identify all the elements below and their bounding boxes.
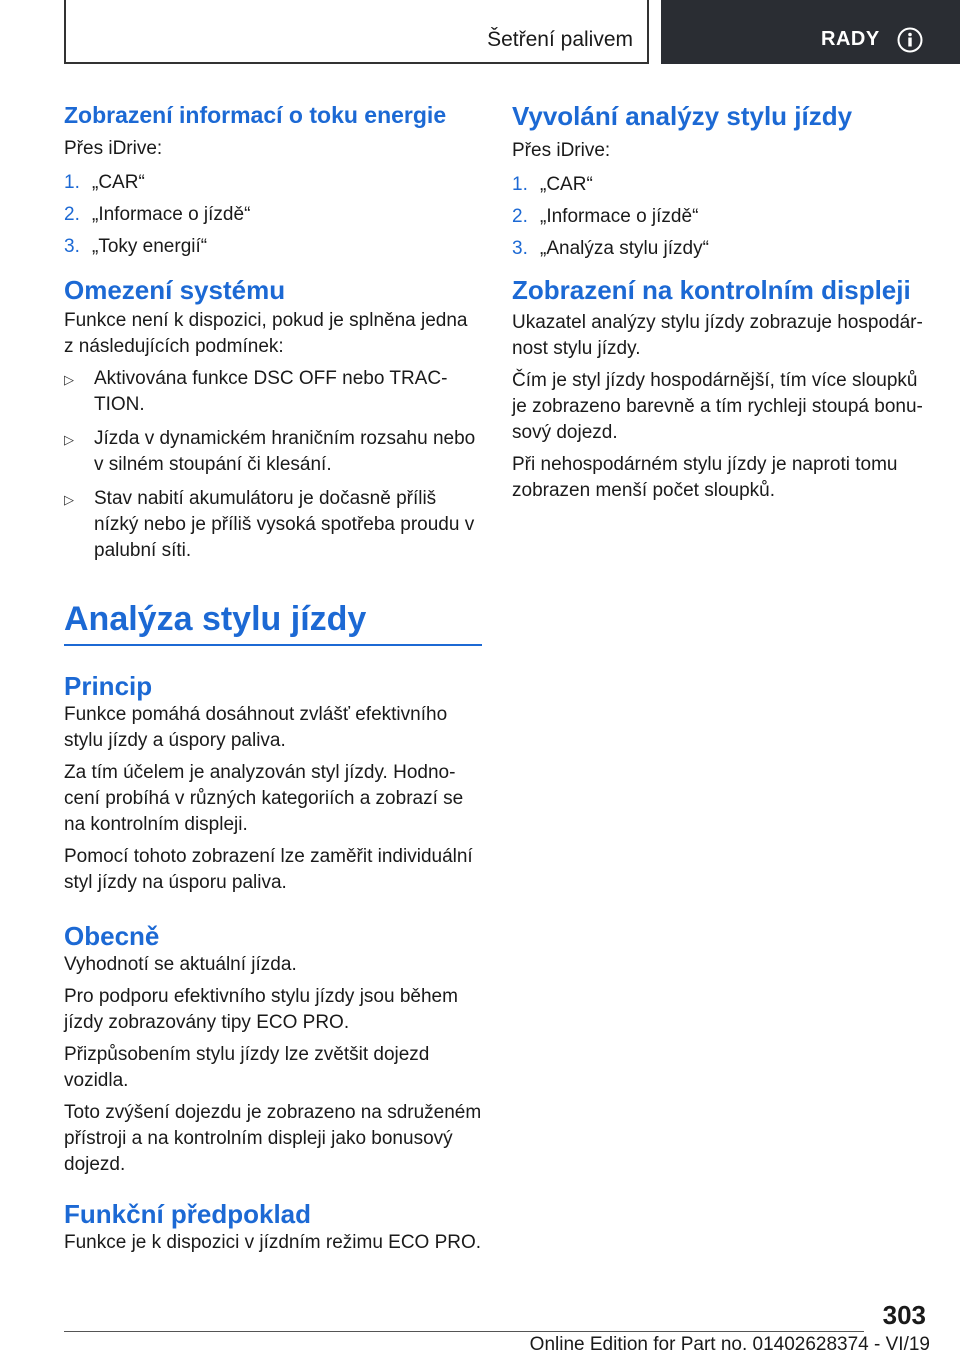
footer-divider [64, 1331, 864, 1332]
step-text: „CAR“ [92, 172, 145, 193]
general-paragraph: Přizpůsobením stylu jízdy lze zvětšit dojezd vozidla. [64, 1044, 430, 1091]
header-brand-tab[interactable] [661, 0, 960, 64]
energy-flow-steps [64, 170, 482, 260]
list-item [64, 486, 482, 564]
list-item [64, 366, 482, 418]
step-text: „Informace o jízdě“ [540, 206, 699, 227]
chapter-title: Analýza stylu jízdy [64, 600, 367, 638]
call-analysis-heading: Vyvolání analýzy stylu jízdy [512, 101, 853, 131]
call-analysis-intro: Přes iDrive: [512, 140, 611, 161]
list-item [64, 202, 482, 228]
limits-heading: Omezení systému [64, 275, 286, 305]
list-item [64, 170, 482, 196]
header-section-title: Šetření palivem [487, 28, 633, 51]
limits-bullets [64, 366, 482, 564]
bullet-text: Jízda v dynamickém hraničním rozsahu nebo v silném stoupání či klesání. [94, 428, 476, 475]
info-circle-icon[interactable] [897, 27, 923, 53]
principle-paragraph: Funkce pomáhá dosáhnout zvlášť efektivního stylu jízdy a úspory paliva. [64, 704, 448, 751]
energy-flow-heading: Zobrazení informací o toku energie [64, 102, 447, 128]
step-number: 2. [64, 204, 80, 225]
triangle-bullet-icon: ▷ [64, 372, 74, 387]
list-item [512, 204, 924, 230]
list-item [64, 234, 482, 260]
step-text: „Analýza stylu jízdy“ [540, 238, 709, 259]
step-text: „Toky energií“ [92, 236, 208, 257]
step-text: „CAR“ [540, 174, 593, 195]
step-text: „Informace o jízdě“ [92, 204, 251, 225]
display-paragraph: Při nehospodárném stylu jízdy je naproti tomu zobrazen menší počet sloupků. [512, 454, 898, 501]
header-brand-label: RADY [821, 28, 880, 50]
prerequisite-heading: Funkční předpoklad [64, 1199, 312, 1229]
step-number: 2. [512, 206, 528, 227]
bullet-text: Aktivována funkce DSC OFF nebo TRACTION. [94, 368, 448, 415]
page-number: 303 [882, 1300, 926, 1330]
general-heading: Obecně [64, 921, 160, 951]
principle-paragraph: Pomocí tohoto zobrazení lze zaměřit individuální styl jízdy na úsporu paliva. [64, 846, 473, 893]
step-number: 3. [64, 236, 80, 257]
list-item [512, 236, 924, 262]
general-paragraph: Pro podporu efektivního stylu jízdy jsou během jízdy zobrazovány tipy ECO PRO. [64, 986, 458, 1033]
display-heading: Zobrazení na kontrolním displeji [512, 275, 911, 305]
step-number: 1. [64, 172, 80, 193]
prerequisite-paragraph: Funkce je k dispozici v jízdním režimu ECO PRO. [64, 1232, 482, 1253]
energy-flow-intro: Přes iDrive: [64, 138, 163, 159]
bullet-text: Stav nabití akumulátoru je dočasně příliš nízký nebo je příliš vysoká spotřeba proudu v palubní síti. [94, 488, 475, 561]
left-column [64, 100, 482, 1262]
general-paragraph: Vyhodnotí se aktuální jízda. [64, 954, 297, 975]
principle-heading: Princip [64, 671, 153, 701]
limits-intro: Funkce není k dispozici, pokud je splněna jedna z následujících podmínek: [64, 310, 468, 357]
principle-paragraph: Za tím účelem je analyzován styl jízdy. Hodnocení probíhá v různých kategoriích a zobrazí se na kontrolním displeji. [64, 762, 464, 835]
list-item [64, 426, 482, 478]
list-item [512, 172, 924, 198]
step-number: 3. [512, 238, 528, 259]
header-section-tab [64, 0, 649, 64]
chapter-divider [64, 644, 482, 646]
call-analysis-steps [512, 172, 924, 262]
display-paragraph: Čím je styl jízdy hospodárnější, tím více sloupků je zobrazeno barevně a tím rychleji stoupá bonusový dojezd. [512, 370, 923, 443]
right-column [512, 100, 924, 510]
general-paragraph: Toto zvýšení dojezdu je zobrazeno na sdruženém přístroji a na kontrolním displeji jako bonusový dojezd. [64, 1102, 482, 1175]
footer-edition: Online Edition for Part no. 01402628374 - VI/19 [529, 1334, 930, 1355]
display-paragraph: Ukazatel analýzy stylu jízdy zobrazuje hospodárnost stylu jízdy. [512, 312, 923, 359]
step-number: 1. [512, 174, 528, 195]
triangle-bullet-icon: ▷ [64, 492, 74, 507]
triangle-bullet-icon: ▷ [64, 432, 74, 447]
